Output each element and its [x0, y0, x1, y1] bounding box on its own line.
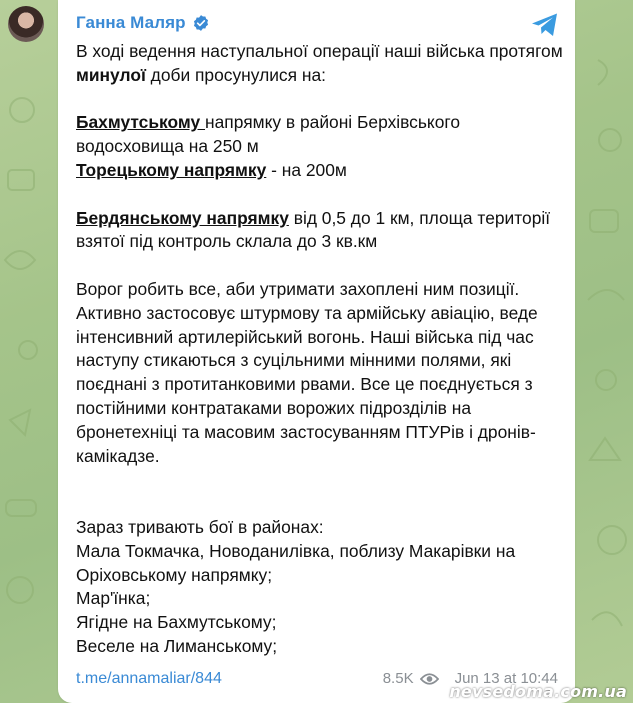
message-header	[76, 13, 210, 33]
message-text	[76, 40, 566, 659]
message-timestamp: Jun 13 at 10:44	[454, 670, 558, 687]
battles-title: Зараз тривають бої в районах:	[76, 516, 324, 537]
direction-berdiansk: Бердянському напрямку від 0,5 до 1 км, площа території взятої під контроль склала до 3 кв.км	[76, 207, 551, 252]
direction-bakhmut: Бахмутському напрямку в районі Берхівського водосховища на 250 м	[76, 112, 461, 157]
bakhmut-direction-label: Бахмутському	[76, 112, 206, 133]
toretsk-direction-label: Торецькому напрямку	[76, 159, 267, 180]
channel-avatar[interactable]	[8, 6, 44, 42]
site-watermark: nevsedoma.com.ua	[449, 682, 627, 701]
battle-item: Веселе на Лиманському;	[76, 635, 278, 656]
intro-paragraph: В ході ведення наступальної операції наші війська протягом минулої доби просунулися на:	[76, 41, 563, 85]
direction-toretsk: Торецькому напрямку - на 200м	[76, 159, 347, 180]
verified-badge-icon	[192, 14, 210, 32]
view-count: 8.5K	[382, 670, 414, 687]
telegram-share-icon[interactable]	[529, 10, 561, 40]
battle-item: Мала Токмачка, Новоданилівка, поблизу Макарівки на Оріховському напрямку;	[76, 540, 516, 585]
emphasis-text: минулої	[76, 64, 146, 85]
message-bubble	[58, 0, 575, 703]
author-name[interactable]: Ганна Маляр	[76, 13, 186, 32]
enemy-paragraph: Ворог робить все, аби утримати захоплені ним позиції. Активно застосовує штурмову та армійську авіацію, веде інтенсивний артилерійський вогонь. Наші війська під час наступу стикаються з суцільними мінними полями, які поєднані з протитанковими рвами. Все це поєднується з постійними контратаками ворожих підрозділів на бронетехніці та масовим застосуванням ПТУРів і дронів-камікадзе.	[76, 278, 538, 466]
post-link[interactable]: t.me/annamaliar/844	[76, 670, 222, 687]
eye-icon	[420, 672, 439, 686]
battle-item: Мар'їнка;	[76, 588, 151, 609]
berdiansk-direction-label: Бердянському напрямку	[76, 207, 289, 228]
battle-item: Ягідне на Бахмутському;	[76, 612, 277, 633]
